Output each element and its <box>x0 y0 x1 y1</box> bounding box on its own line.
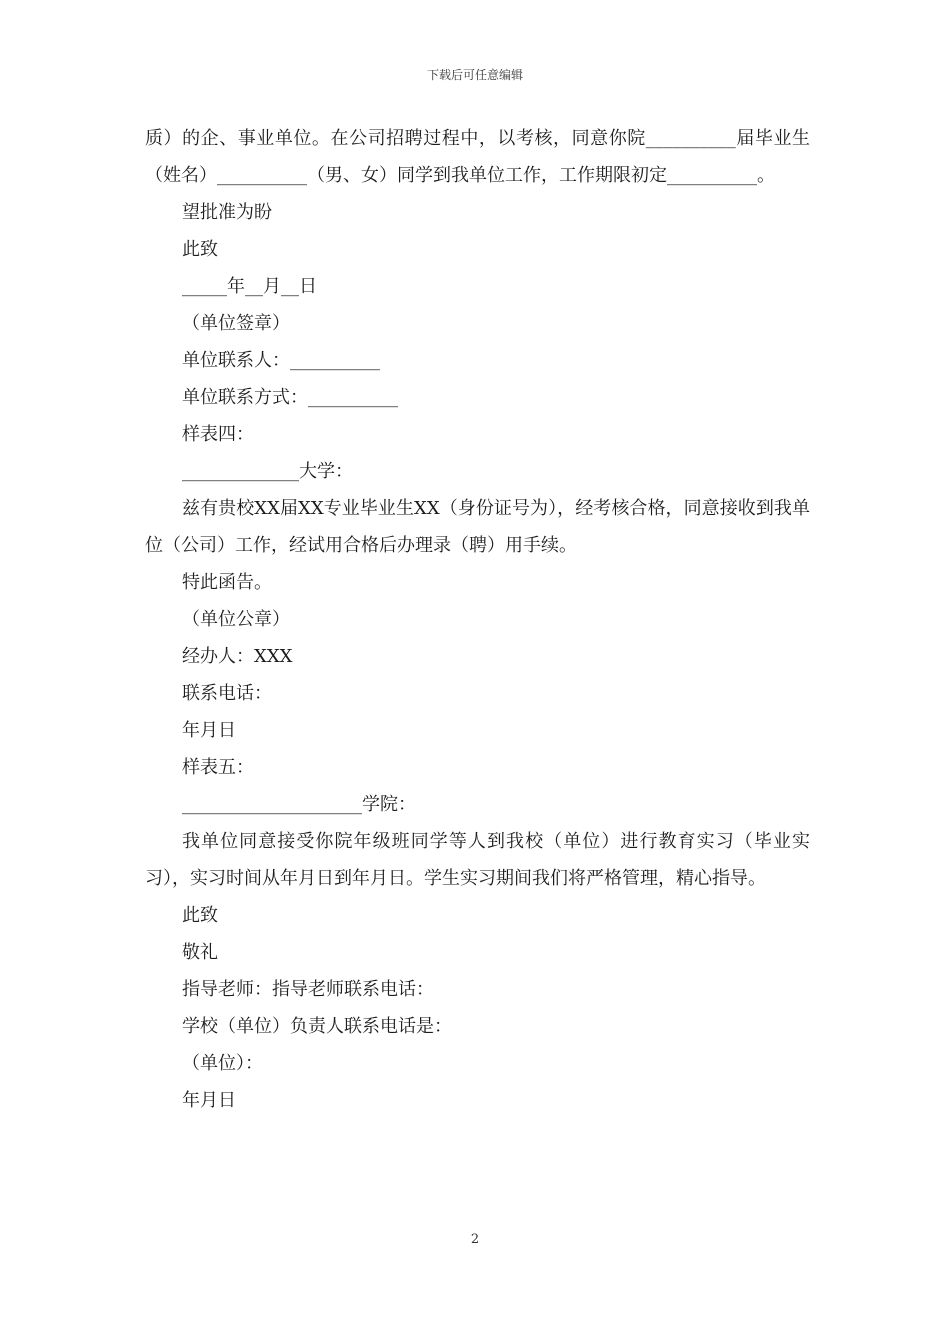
document-body <box>145 120 810 1119</box>
paragraph-official-seal: （单位公章） <box>182 609 290 630</box>
paragraph-unit: （单位）： <box>182 1053 263 1074</box>
paragraph-approval-request: 质）的企、事业单位。在公司招聘过程中，以考核，同意你院__________届毕业生（姓名）__________（男、女）同学到我单位工作，工作期限初定__________。 <box>145 128 810 186</box>
paragraph-college-addressee: ____________________学院： <box>182 794 416 815</box>
paragraph-date-blank: _____年__月__日 <box>182 276 317 297</box>
paragraph-school-contact: 学校（单位）负责人联系电话是： <box>182 1016 452 1037</box>
page-header: 下载后可任意编辑 <box>426 68 523 82</box>
paragraph-salutation-2: 此致 <box>182 905 218 926</box>
paragraph-date-2: 年月日 <box>182 1090 236 1111</box>
paragraph-internship-letter: 我单位同意接受你院年级班同学等人到我校（单位）进行教育实习（毕业实习），实习时间从年月日到年月日。学生实习期间我们将严格管理，精心指导。 <box>145 831 810 889</box>
paragraph-unit-contact: 单位联系人：__________ <box>182 350 380 371</box>
heading-sample-four: 样表四： <box>182 424 254 445</box>
page-number: 2 <box>470 1232 480 1247</box>
heading-sample-five: 样表五： <box>182 757 254 778</box>
paragraph-unit-contact-method: 单位联系方式：__________ <box>182 387 398 408</box>
paragraph-phone: 联系电话： <box>182 683 272 704</box>
paragraph-university-addressee: _____________大学： <box>182 461 353 482</box>
paragraph-date: 年月日 <box>182 720 236 741</box>
paragraph-notice: 特此函告。 <box>182 572 272 593</box>
paragraph-hope-approval: 望批准为盼 <box>182 202 272 223</box>
paragraph-unit-seal: （单位签章） <box>182 313 290 334</box>
paragraph-salutation: 此致 <box>182 239 218 260</box>
paragraph-handler: 经办人：XXX <box>182 646 293 667</box>
paragraph-regards: 敬礼 <box>182 942 218 963</box>
paragraph-advisor: 指导老师：指导老师联系电话： <box>182 979 434 1000</box>
paragraph-acceptance-letter: 兹有贵校XX届XX专业毕业生XX（身份证号为），经考核合格，同意接收到我单位（公司）工作，经试用合格后办理录（聘）用手续。 <box>145 498 810 556</box>
